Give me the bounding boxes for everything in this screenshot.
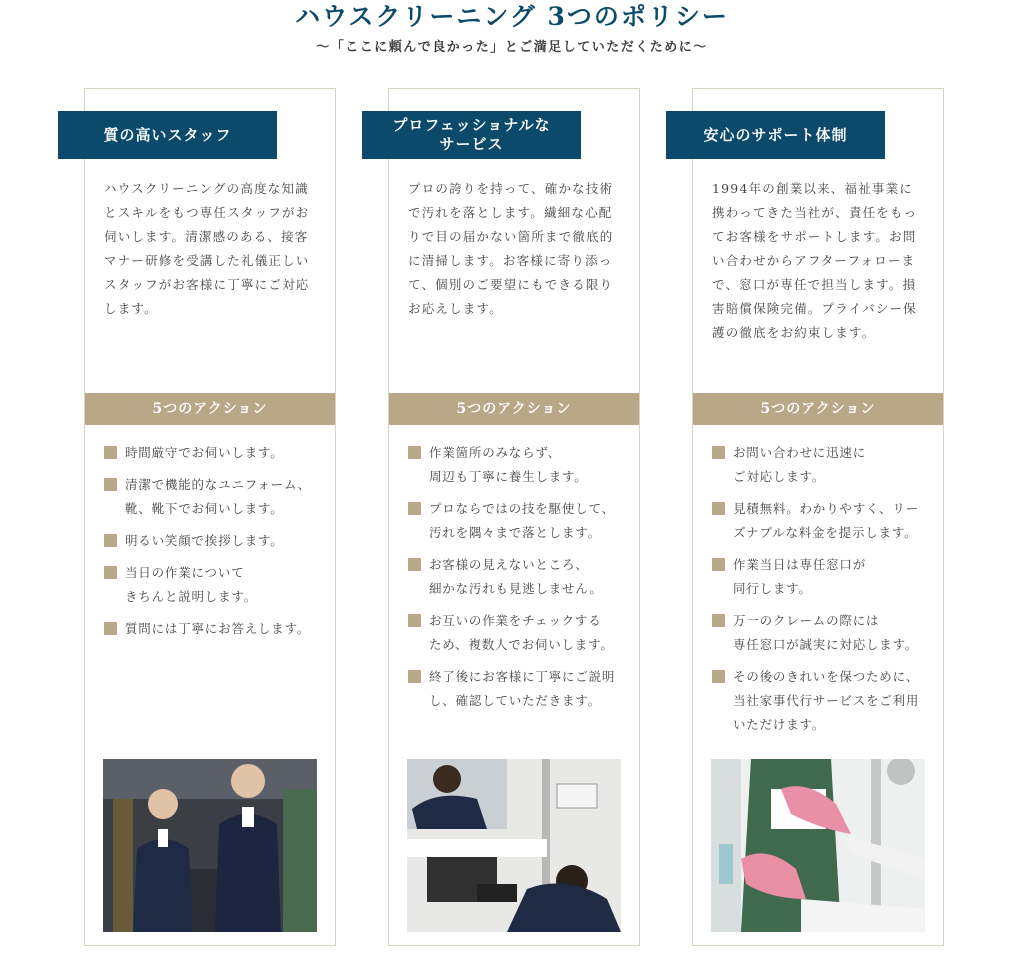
action-heading: 5つのアクション — [85, 393, 335, 425]
card-description: ハウスクリーニングの高度な知識とスキルをもつ専任スタッフがお伺いします。清潔感のある、接客マナー研修を受講した礼儀正しいスタッフがお客様に丁寧にご対応します。 — [104, 181, 310, 316]
action-text: 専任窓口が誠実に対応します。 — [733, 637, 919, 652]
action-text: 見積無料。わかりやすく、リー — [733, 501, 919, 516]
action-text: プロならではの技を駆使して、 — [429, 501, 615, 516]
action-item — [408, 609, 632, 657]
gloves-photo — [711, 759, 925, 932]
card-description: プロの誇りを持って、確かな技術で汚れを落とします。繊細な心配りで目の届かない箇所まで徹底的に清掃します。お客様に寄り添って、個別のご要望にもできる限りお応えします。 — [408, 181, 614, 316]
action-text: その後のきれいを保つために、 — [733, 669, 920, 684]
action-heading: 5つのアクション — [693, 393, 943, 425]
action-list — [408, 441, 632, 721]
square-bullet-icon — [408, 670, 421, 683]
action-text: 作業箇所のみならず、 — [429, 445, 562, 460]
action-text: し、確認していただきます。 — [429, 693, 601, 708]
action-item — [408, 441, 632, 489]
square-bullet-icon — [408, 502, 421, 515]
square-bullet-icon — [712, 502, 725, 515]
action-text: 万一のクレームの際には — [733, 613, 880, 628]
cleaning-photo — [407, 759, 621, 932]
action-text: ご対応します。 — [733, 469, 826, 484]
square-bullet-icon — [712, 446, 725, 459]
policy-card-staff — [84, 88, 336, 946]
square-bullet-icon — [104, 622, 117, 635]
action-item — [712, 497, 936, 545]
card-description: 1994年の創業以来、福祉事業に携わってきた当社が、責任をもってお客様をサポートします。お問い合わせからアフターフォローまで、窓口が専任で担当します。損害賠償保険完備。プライバシー保護の徹底をお約束します。 — [712, 181, 918, 340]
action-item — [712, 609, 936, 657]
action-text: きちんと説明します。 — [125, 589, 258, 604]
action-item — [408, 497, 632, 545]
action-list — [104, 441, 328, 649]
action-text: 明るい笑顔で挨拶します。 — [125, 533, 284, 548]
square-bullet-icon — [408, 446, 421, 459]
action-text: 当社家事代行サービスをご利用 — [733, 693, 920, 708]
square-bullet-icon — [712, 670, 725, 683]
square-bullet-icon — [104, 446, 117, 459]
action-item — [408, 665, 632, 713]
action-item — [712, 441, 936, 489]
action-text: 細かな汚れも見逃しません。 — [429, 581, 603, 596]
action-text: ズナブルな料金を提示します。 — [733, 525, 918, 540]
action-text: 清潔で機能的なユニフォーム、 — [125, 477, 311, 492]
action-item — [104, 561, 328, 609]
action-item — [712, 665, 936, 737]
staff-photo-illustration — [103, 759, 317, 932]
action-text: 時間厳守でお伺いします。 — [125, 445, 284, 460]
action-text: 作業当日は専任窓口が — [733, 557, 867, 572]
policy-card-support — [692, 88, 944, 946]
gloves-photo-illustration — [711, 759, 925, 932]
action-text: 質問には丁寧にお答えします。 — [125, 621, 311, 636]
action-text: 当日の作業について — [125, 565, 245, 580]
page-subtitle: ～「ここに頼んで良かった」とご満足していただくために～ — [316, 40, 708, 55]
action-list — [712, 441, 936, 745]
card-title: 安心のサポート体制 — [666, 111, 885, 159]
action-text: お客様の見えないところ、 — [429, 557, 589, 572]
square-bullet-icon — [408, 614, 421, 627]
action-text: 周辺も丁寧に養生します。 — [429, 469, 588, 484]
action-text: 終了後にお客様に丁寧にご説明 — [429, 669, 616, 684]
action-item — [104, 529, 328, 553]
square-bullet-icon — [104, 566, 117, 579]
staff-photo — [103, 759, 317, 932]
action-item — [408, 553, 632, 601]
card-title: プロフェッショナルな サービス — [362, 111, 581, 159]
square-bullet-icon — [104, 478, 117, 491]
cleaning-photo-illustration — [407, 759, 621, 932]
action-item — [104, 617, 328, 641]
square-bullet-icon — [408, 558, 421, 571]
action-text: 同行します。 — [733, 581, 812, 596]
action-item — [712, 553, 936, 601]
action-text: お互いの作業をチェックする — [429, 613, 602, 628]
action-item — [104, 441, 328, 465]
action-heading: 5つのアクション — [389, 393, 639, 425]
card-title: 質の高いスタッフ — [58, 111, 277, 159]
square-bullet-icon — [104, 534, 117, 547]
square-bullet-icon — [712, 558, 725, 571]
square-bullet-icon — [712, 614, 725, 627]
action-text: いただけます。 — [733, 717, 826, 732]
page-title: ハウスクリーニング 3つのポリシー — [295, 2, 729, 31]
action-text: 汚れを隅々まで落とします。 — [429, 525, 601, 540]
action-text: 靴、靴下でお伺いします。 — [125, 501, 284, 516]
action-text: お問い合わせに迅速に — [733, 445, 867, 460]
action-text: ため、複数人でお伺いします。 — [429, 637, 614, 652]
policy-card-professional — [388, 88, 640, 946]
action-item — [104, 473, 328, 521]
